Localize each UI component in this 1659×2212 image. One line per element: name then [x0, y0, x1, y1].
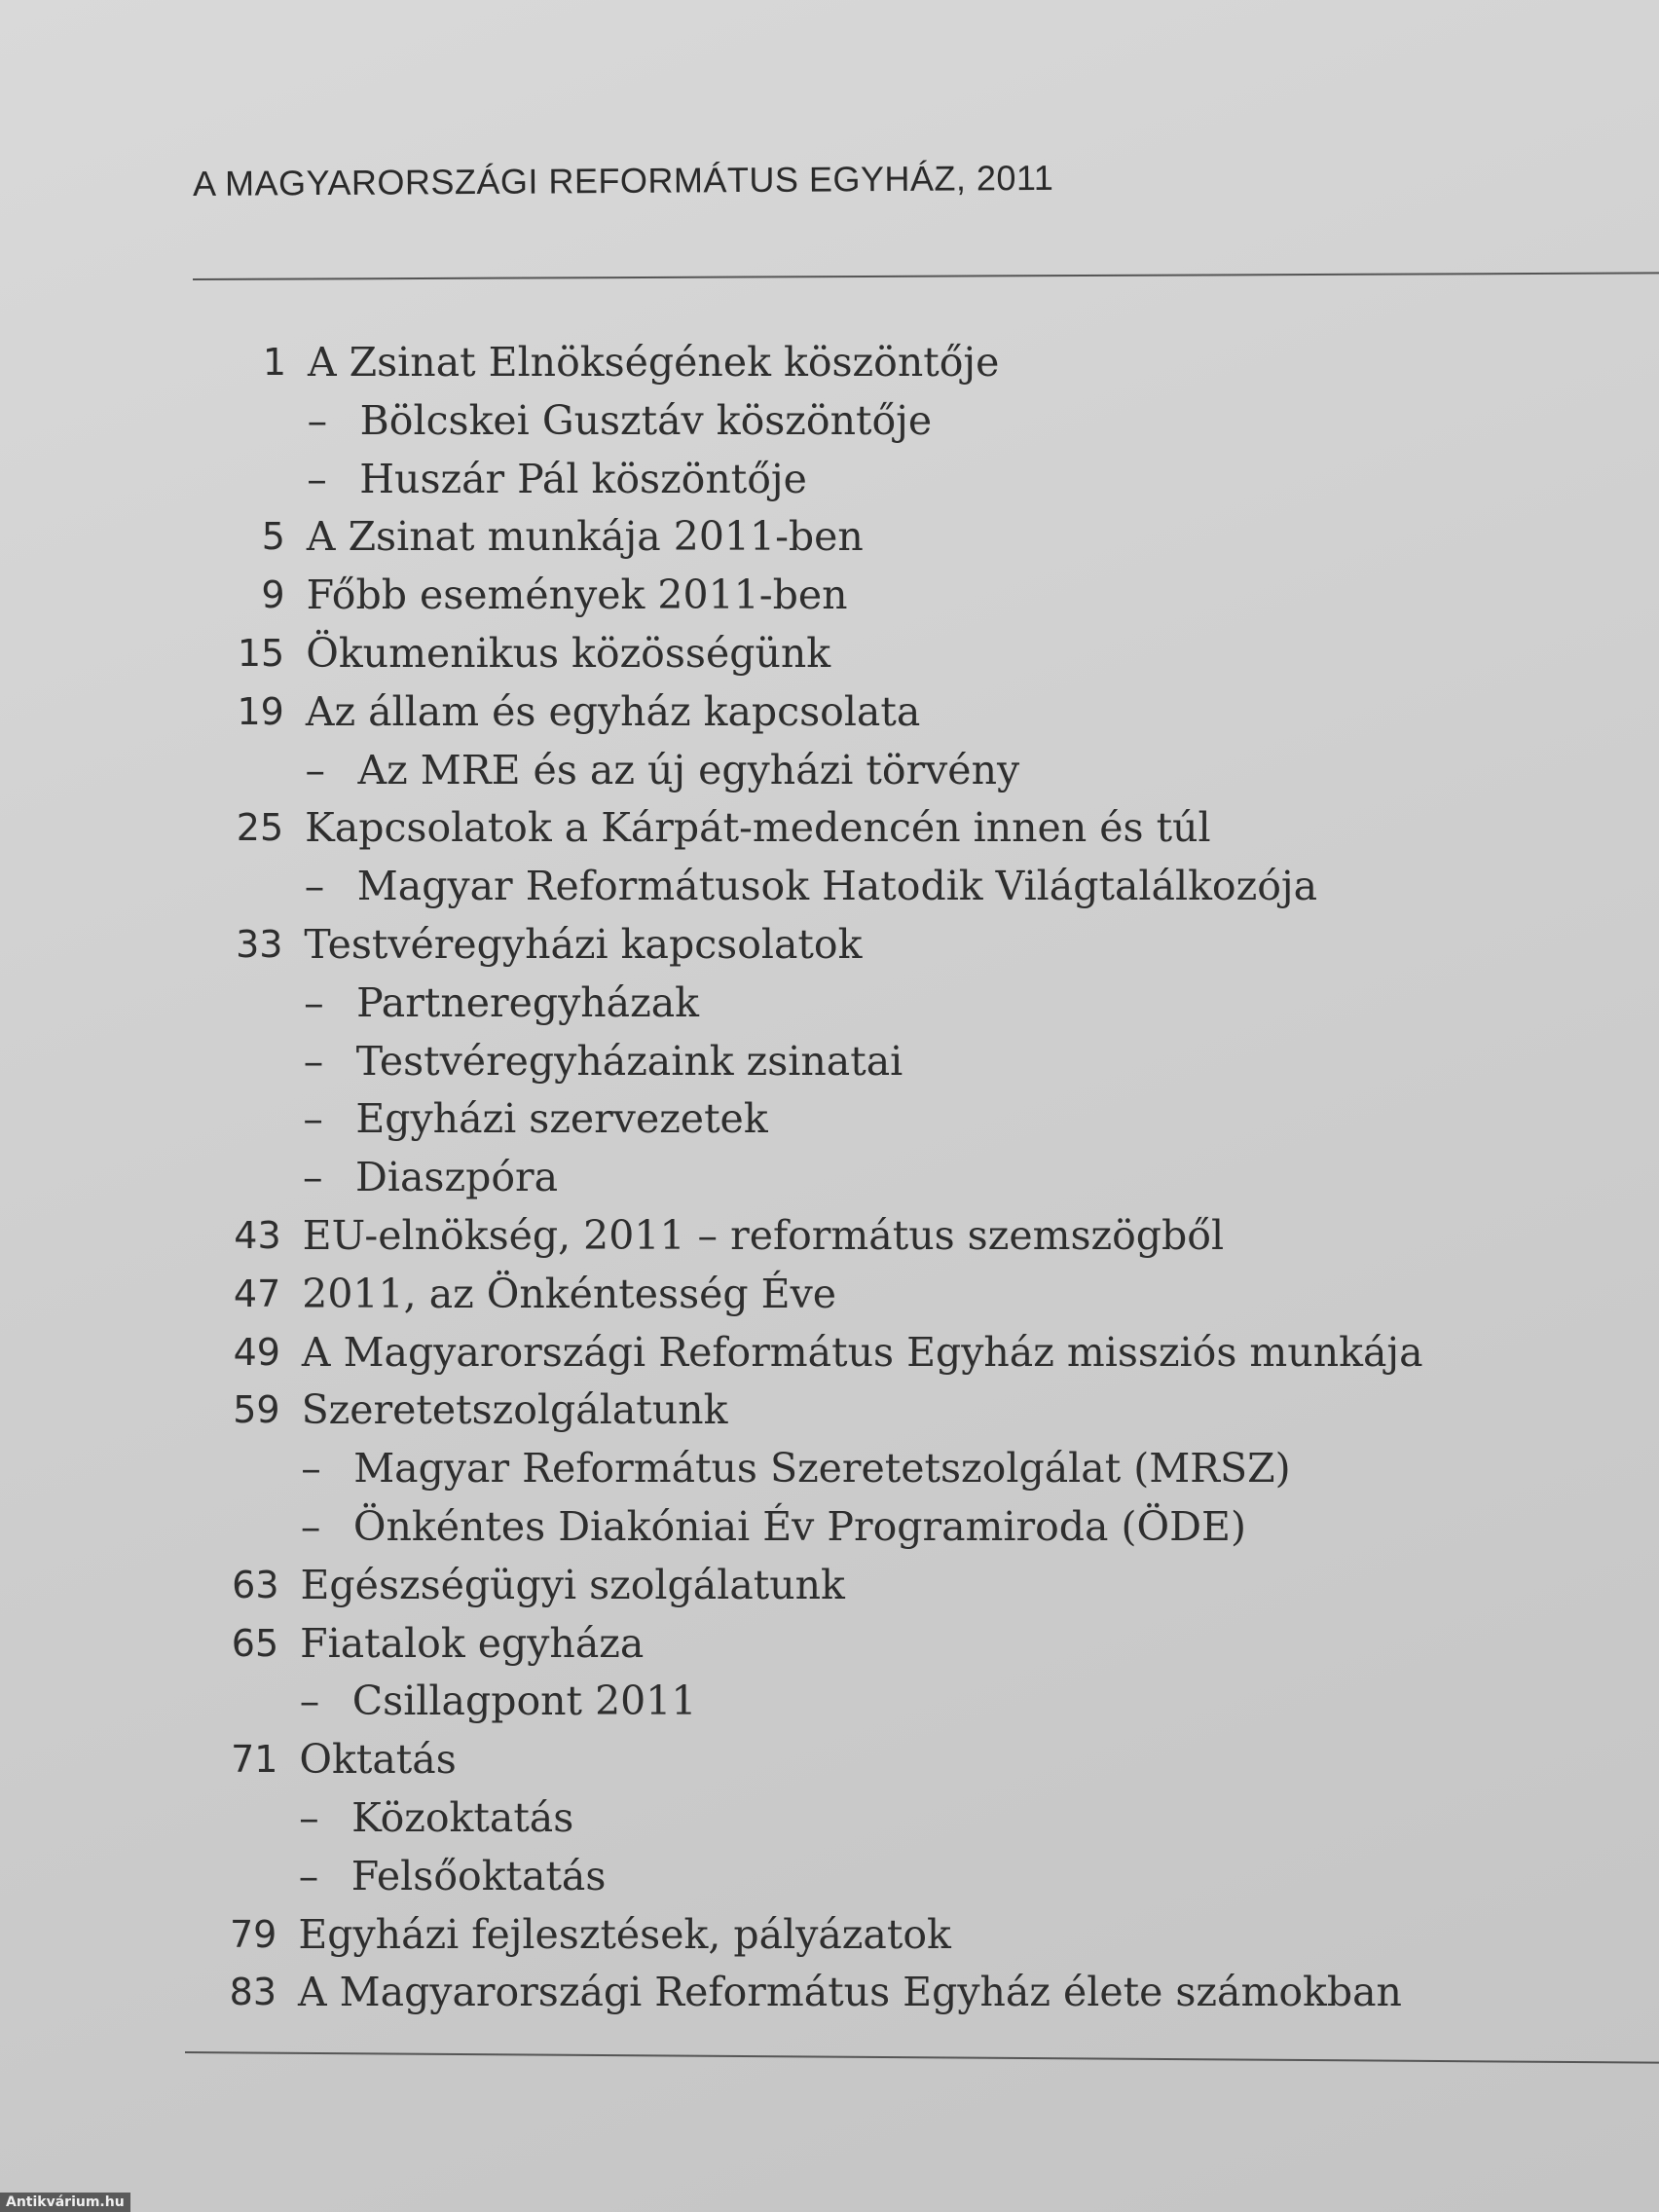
- toc-title: A Zsinat munkája 2011-ben: [306, 513, 864, 561]
- toc-page-number: 1: [262, 341, 286, 384]
- toc-page-number: 33: [236, 923, 283, 966]
- toc-title: EU-elnökség, 2011 – református szemszögből: [302, 1212, 1225, 1259]
- toc-title: A Magyarországi Református Egyház élete számokban: [298, 1969, 1402, 2016]
- toc-page-number: 19: [237, 689, 284, 733]
- toc-dash: –: [304, 978, 324, 1026]
- toc-dash: –: [304, 863, 325, 910]
- toc-subtitle: Diaszpóra: [355, 1154, 559, 1201]
- toc-subtitle: Az MRE és az új egyházi törvény: [357, 746, 1020, 793]
- toc-page-number: 65: [231, 1621, 279, 1665]
- toc-dash: –: [299, 1677, 320, 1725]
- toc-title: Fiatalok egyháza: [300, 1619, 645, 1667]
- toc-page-number: 83: [229, 1971, 276, 2014]
- toc-dash: –: [307, 455, 327, 502]
- toc-page-number: 43: [234, 1214, 281, 1257]
- toc-page-number: 63: [232, 1563, 279, 1606]
- toc-title: Egyházi fejlesztések, pályázatok: [298, 1910, 951, 1958]
- toc-page-number: 59: [233, 1388, 280, 1432]
- toc-page-number: 71: [231, 1738, 278, 1782]
- toc-subtitle: Magyar Református Szeretetszolgálat (MRSZ): [353, 1445, 1291, 1493]
- toc-dash: –: [303, 1037, 324, 1085]
- toc-subtitle: Partneregyházak: [356, 978, 700, 1026]
- toc-subtitle: Csillagpont 2011: [351, 1677, 697, 1725]
- toc-subtitle: Egyházi szervezetek: [355, 1095, 768, 1143]
- toc-title: Ökumenikus közösségünk: [306, 630, 831, 677]
- toc-subtitle: Önkéntes Diakóniai Év Programiroda (ÖDE): [352, 1503, 1246, 1550]
- toc-title: Az állam és egyház kapcsolata: [305, 687, 921, 735]
- toc-title: A Zsinat Elnökségének köszöntője: [308, 339, 1000, 386]
- toc-dash: –: [298, 1852, 319, 1899]
- page-title: A MAGYARORSZÁGI REFORMÁTUS EGYHÁZ, 2011: [192, 157, 1054, 203]
- toc-title: Egészségügyi szolgálatunk: [300, 1561, 845, 1608]
- toc-page-number: 49: [233, 1330, 280, 1374]
- toc-dash: –: [305, 746, 325, 793]
- toc-subtitle: Bölcskei Gusztáv köszöntője: [359, 396, 933, 444]
- toc-dash: –: [300, 1503, 321, 1550]
- toc-page-number: 15: [237, 632, 285, 675]
- watermark: Antikvárium.hu: [0, 2193, 130, 2212]
- toc-subtitle: Magyar Reformátusok Hatodik Világtalálkozója: [356, 863, 1318, 910]
- toc-subtitle: Huszár Pál köszöntője: [359, 455, 807, 502]
- toc-dash: –: [301, 1445, 321, 1493]
- toc-page-number: 47: [233, 1272, 281, 1315]
- toc-title: Szeretetszolgálatunk: [301, 1386, 728, 1434]
- toc-page-number: 5: [261, 515, 285, 559]
- toc-title: 2011, az Önkéntesség Éve: [302, 1270, 837, 1317]
- toc-title: A Magyarországi Református Egyház missziós munkája: [301, 1328, 1423, 1376]
- toc-title: Kapcsolatok a Kárpát-medencén innen és túl: [305, 804, 1211, 852]
- toc-title: Testvéregyházi kapcsolatok: [304, 921, 863, 968]
- toc-subtitle: Közoktatás: [351, 1794, 574, 1841]
- toc-dash: –: [299, 1794, 319, 1841]
- toc-subtitle: Testvéregyházaink zsinatai: [355, 1037, 903, 1085]
- toc-title: Oktatás: [299, 1736, 457, 1784]
- toc-page-number: 9: [261, 573, 285, 617]
- toc-dash: –: [307, 396, 328, 444]
- toc-dash: –: [303, 1154, 323, 1201]
- toc-page-number: 25: [236, 806, 284, 850]
- toc-dash: –: [303, 1095, 323, 1143]
- toc-subtitle: Felsőoktatás: [350, 1852, 607, 1899]
- toc-title: Főbb események 2011-ben: [306, 571, 848, 619]
- toc-page-number: 79: [229, 1912, 277, 1956]
